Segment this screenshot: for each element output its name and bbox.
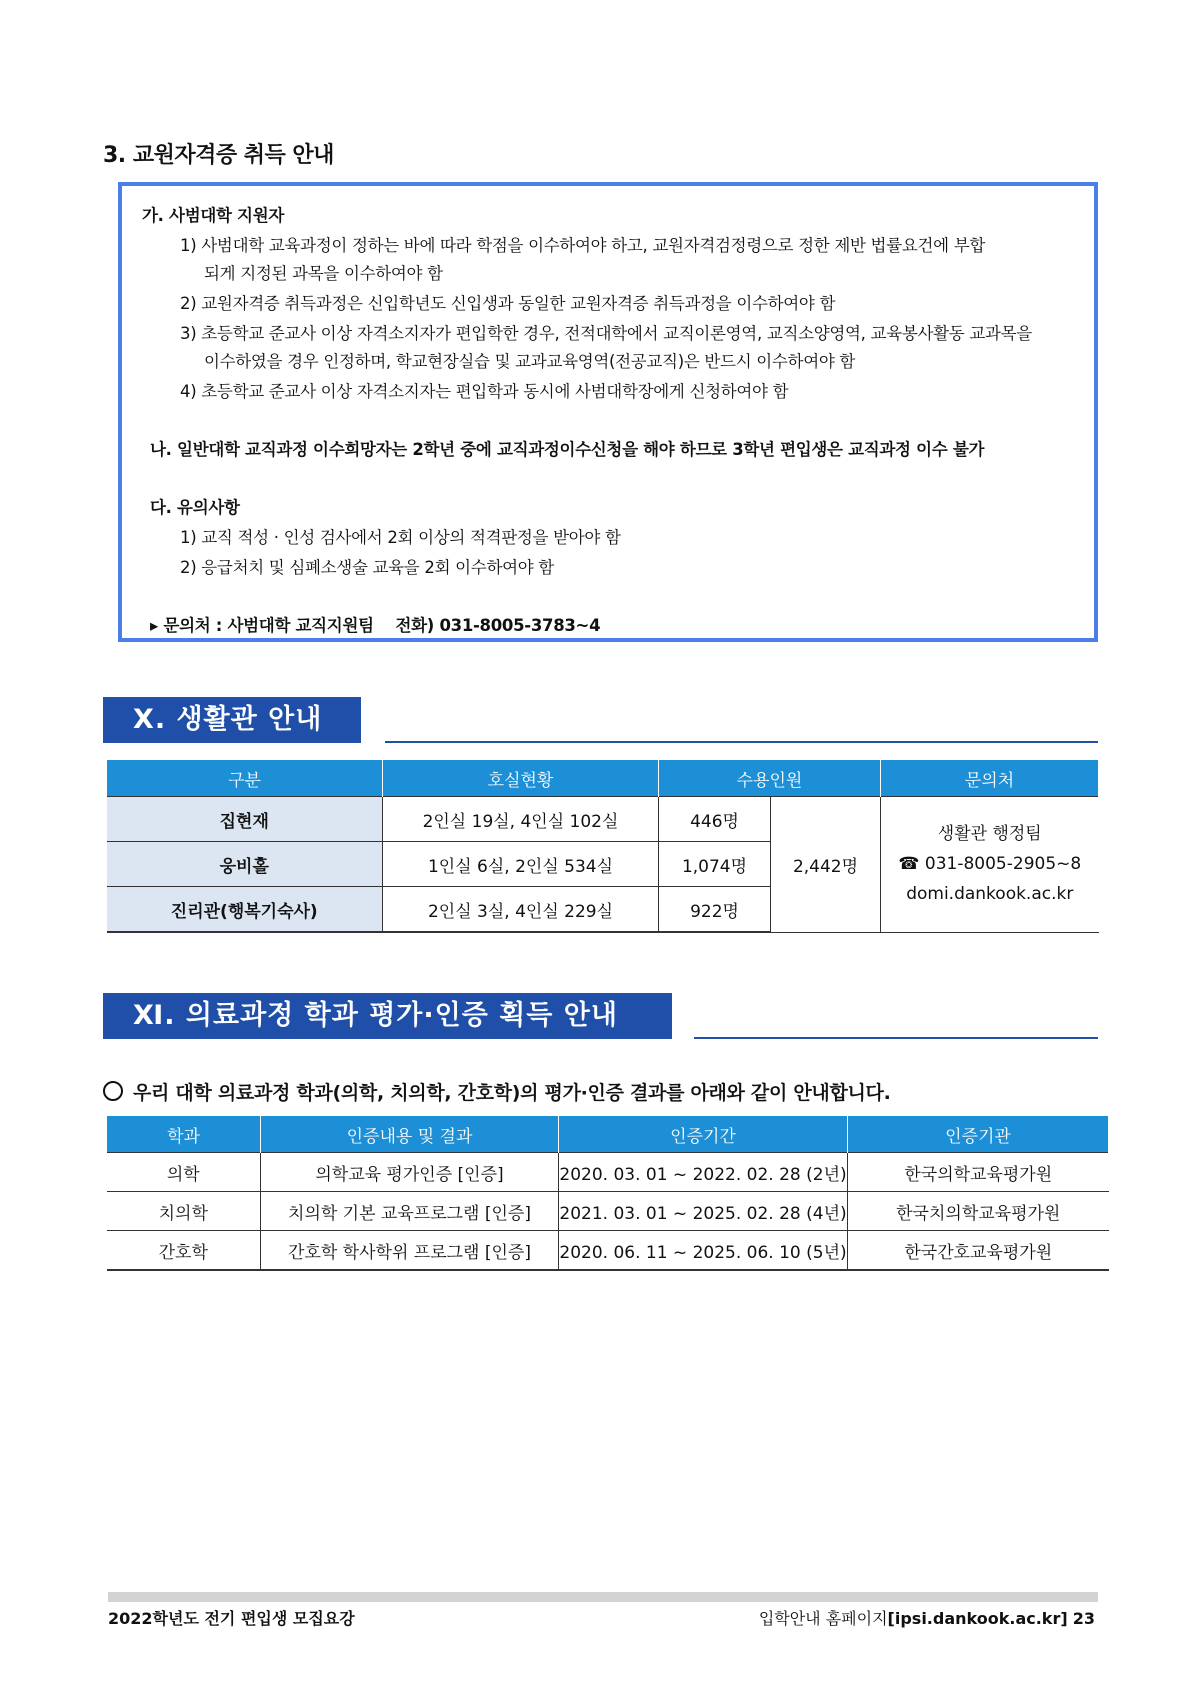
list-item: 2) 교원자격증 취득과정은 신입학년도 신입생과 동일한 교원자격증 취득과정을 이수하여야 함 xyxy=(180,294,836,313)
page-number: 23 xyxy=(1072,1609,1095,1628)
list-item-continuation: 되게 지정된 과목을 이수하여야 함 xyxy=(204,264,443,283)
dorm-contact xyxy=(881,797,1099,933)
list-item-continuation: 이수하였을 경우 인정하며, 학교현장실습 및 교과교육영역(전공교직)은 반드시 이수하여야 함 xyxy=(204,352,856,371)
footer-homepage-label: 입학안내 홈페이지 xyxy=(758,1609,888,1628)
notice-na: 나. 일반대학 교직과정 이수희망자는 2학년 중에 교직과정이수신청을 해야 하므로 3학년 편입생은 교직과정 이수 불가 xyxy=(150,440,985,459)
list-item: 1) 교직 적성 · 인성 검사에서 2회 이상의 적격판정을 받아야 함 xyxy=(180,528,621,547)
footer-homepage-url: [ipsi.dankook.ac.kr] xyxy=(887,1609,1068,1628)
subheading-ga: 가. 사범대학 지원자 xyxy=(142,206,284,225)
section-rule xyxy=(694,1037,1098,1039)
accreditation-agency: 한국치의학교육평가원 xyxy=(848,1192,1109,1231)
dorm-name: 진리관(행복기숙사) xyxy=(107,887,383,933)
table-row xyxy=(107,1231,1109,1271)
circle-bullet-icon xyxy=(103,1081,123,1101)
list-item: 2) 응급처치 및 심폐소생술 교육을 2회 이수하여야 함 xyxy=(180,558,554,577)
contact-phone: ☎ 031-8005-2905~8 xyxy=(898,854,1082,875)
accreditation-agency: 한국간호교육평가원 xyxy=(848,1231,1109,1271)
table-row xyxy=(107,1153,1109,1192)
dormitory-table xyxy=(106,760,1099,933)
subheading-da: 다. 유의사항 xyxy=(150,498,240,517)
contact-team: 생활관 행정팀 xyxy=(937,824,1042,845)
accreditation-agency: 한국의학교육평가원 xyxy=(848,1153,1109,1192)
footer-document-title: 2022학년도 전기 편입생 모집요강 xyxy=(108,1609,355,1628)
column-header: 인증기간 xyxy=(559,1116,848,1153)
department: 의학 xyxy=(107,1153,261,1192)
section-heading: 3. 교원자격증 취득 안내 xyxy=(103,143,334,168)
dorm-rooms: 2인실 19실, 4인실 102실 xyxy=(383,797,659,842)
section-title-dormitory: Ⅹ. 생활관 안내 xyxy=(103,697,361,743)
column-header: 구분 xyxy=(107,760,383,797)
accreditation-result: 의학교육 평가인증 [인증] xyxy=(261,1153,559,1192)
table-row xyxy=(107,797,1099,842)
table-header-row xyxy=(107,1116,1109,1153)
dorm-capacity: 446명 xyxy=(659,797,771,842)
footer-bar xyxy=(108,1592,1098,1602)
dorm-capacity: 1,074명 xyxy=(659,842,771,887)
dorm-name: 웅비홀 xyxy=(107,842,383,887)
dorm-capacity: 922명 xyxy=(659,887,771,933)
column-header: 호실현황 xyxy=(383,760,659,797)
table-row xyxy=(107,1192,1109,1231)
list-item: 4) 초등학교 준교사 이상 자격소지자는 편입학과 동시에 사범대학장에게 신청하여야 함 xyxy=(180,382,789,401)
contact-line: ▸ 문의처 : 사범대학 교직지원팀 전화) 031-8005-3783~4 xyxy=(150,616,601,635)
dorm-rooms: 2인실 3실, 4인실 229실 xyxy=(383,887,659,933)
column-header: 수용인원 xyxy=(659,760,881,797)
dorm-total-capacity: 2,442명 xyxy=(771,797,881,933)
column-header: 인증내용 및 결과 xyxy=(261,1116,559,1153)
footer-right xyxy=(759,1606,1095,1629)
dorm-name: 집현재 xyxy=(107,797,383,842)
section-rule xyxy=(385,741,1098,743)
column-header: 인증기관 xyxy=(848,1116,1109,1153)
accreditation-intro: 우리 대학 의료과정 학과(의학, 치의학, 간호학)의 평가·인증 결과를 아래와 같이 안내합니다. xyxy=(103,1078,891,1105)
teacher-certificate-box xyxy=(118,182,1098,642)
dorm-rooms: 1인실 6실, 2인실 534실 xyxy=(383,842,659,887)
accreditation-table xyxy=(106,1116,1109,1271)
department: 간호학 xyxy=(107,1231,261,1271)
accreditation-period: 2020. 06. 11 ~ 2025. 06. 10 (5년) xyxy=(559,1231,848,1271)
column-header: 문의처 xyxy=(881,760,1099,797)
list-item: 3) 초등학교 준교사 이상 자격소지자가 편입학한 경우, 전적대학에서 교직이론영역, 교직소양영역, 교육봉사활동 교과목을 xyxy=(180,324,1032,343)
table-header-row xyxy=(107,760,1099,797)
accreditation-period: 2020. 03. 01 ~ 2022. 02. 28 (2년) xyxy=(559,1153,848,1192)
accreditation-result: 간호학 학사학위 프로그램 [인증] xyxy=(261,1231,559,1271)
list-item: 1) 사범대학 교육과정이 정하는 바에 따라 학점을 이수하여야 하고, 교원자격검정령으로 정한 제반 법률요건에 부합 xyxy=(180,236,985,255)
section-title-accreditation: Ⅺ. 의료과정 학과 평가·인증 획득 안내 xyxy=(103,993,672,1039)
column-header: 학과 xyxy=(107,1116,261,1153)
accreditation-result: 치의학 기본 교육프로그램 [인증] xyxy=(261,1192,559,1231)
contact-website: domi.dankook.ac.kr xyxy=(906,884,1074,905)
accreditation-period: 2021. 03. 01 ~ 2025. 02. 28 (4년) xyxy=(559,1192,848,1231)
department: 치의학 xyxy=(107,1192,261,1231)
